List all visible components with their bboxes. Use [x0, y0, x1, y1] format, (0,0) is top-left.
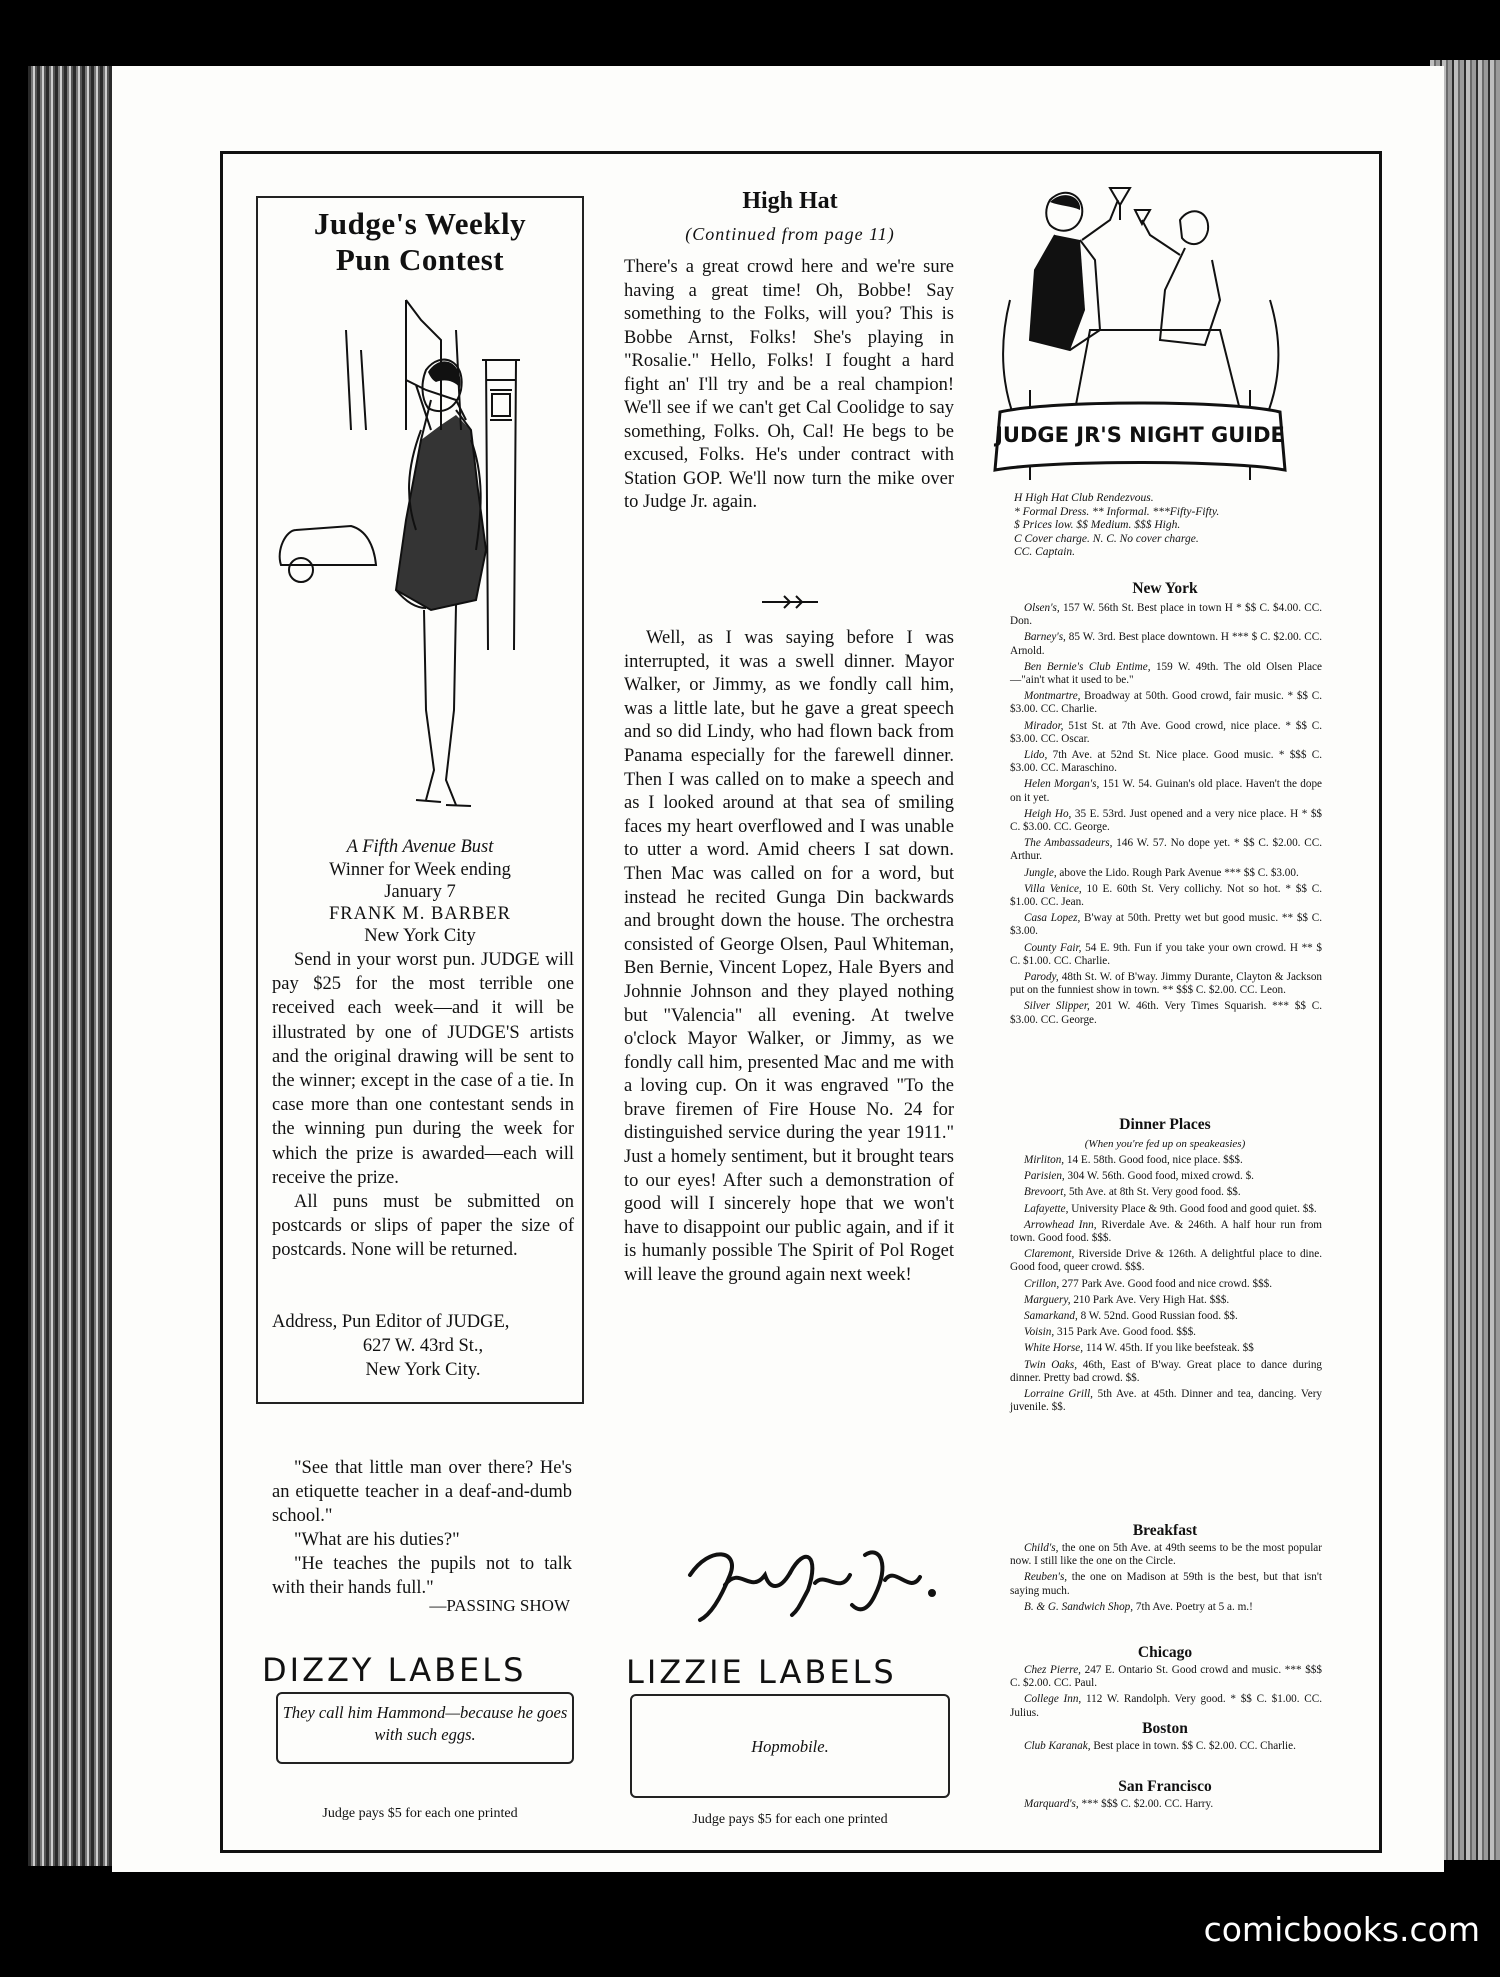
site-watermark: comicbooks.com: [1203, 1910, 1480, 1949]
list-item: Arrowhead Inn, Riverdale Ave. & 246th. A half hour run from town. Good food. $$$.: [1010, 1218, 1323, 1245]
joke-line-3: "He teaches the pupils not to talk with their hands full.": [272, 1554, 572, 1598]
night-guide-illustration: [990, 180, 1290, 490]
winner-city: New York City: [364, 926, 476, 946]
list-item: Samarkand, 8 W. 52nd. Good Russian food. $$.: [1024, 1310, 1238, 1323]
book-spine-edge: [28, 66, 118, 1866]
continued-note: (Continued from page 11): [685, 224, 895, 244]
joke-line-1: "See that little man over there? He's an etiquette teacher in a deaf-and-dumb school.": [272, 1458, 572, 1526]
list-item: Montmartre, Broadway at 50th. Good crowd, fair music. * $$ C. $3.00. CC. Charlie.: [1010, 690, 1322, 716]
list-item: County Fair, 54 E. 9th. Fun if you take your own crowd. H ** $ C. $1.00. CC. Charlie.: [1010, 941, 1323, 967]
new-york-list: [1010, 602, 1322, 1030]
pun-title-line-1: Judge's Weekly: [313, 206, 527, 241]
list-item: Chez Pierre, 247 E. Ontario St. Good crowd and music. *** $$$ C. $2.00. CC. Paul.: [1010, 1664, 1322, 1690]
list-item: Ben Bernie's Club Entime, 159 W. 49th. The old Olsen Place—"ain't what it used to be.": [1010, 660, 1322, 687]
san-francisco-list: [1010, 1798, 1322, 1814]
lizzie-labels-title: LIZZIE LABELS: [626, 1653, 897, 1691]
pun-contest-rules: [272, 948, 574, 1263]
list-item: Claremont, Riverside Drive & 126th. A delightful place to dine. Good food, queer crowd. $$$.: [1010, 1248, 1322, 1274]
list-item: Child's, the one on 5th Ave. at 49th seems to be the most popular now. I still like the one on the Circle.: [1010, 1542, 1322, 1568]
lizzie-labels-payment: Judge pays $5 for each one printed: [692, 1812, 888, 1827]
san-francisco-heading: San Francisco: [1118, 1778, 1212, 1795]
list-item: White Horse, 114 W. 45th. If you like beefsteak. $$: [1024, 1342, 1254, 1355]
dinner-places-list: [1010, 1154, 1322, 1417]
legend-line-4: C Cover charge. N. C. No cover charge.: [1014, 532, 1199, 545]
dizzy-labels-payment: Judge pays $5 for each one printed: [322, 1806, 518, 1821]
breakfast-heading: Breakfast: [1132, 1522, 1198, 1539]
dizzy-labels-text: They call him Hammond—because he goes with such eggs.: [282, 1703, 568, 1744]
list-item: The Ambassadeurs, 146 W. 57. No dope yet. * $$ C. $2.00. CC. Arthur.: [1010, 837, 1323, 863]
night-guide-banner: JUDGE JR'S NIGHT GUIDE: [995, 423, 1285, 447]
address-line-1: Address, Pun Editor of JUDGE,: [272, 1312, 510, 1332]
chicago-list: [1010, 1664, 1322, 1723]
list-item: Mirliton, 14 E. 58th. Good food, nice place. $$$.: [1024, 1154, 1243, 1166]
list-item: Crillon, 277 Park Ave. Good food and nice crowd. $$$.: [1024, 1277, 1273, 1290]
list-item: Helen Morgan's, 151 W. 54. Guinan's old place. Haven't the dope on it yet.: [1010, 778, 1323, 804]
pun-contest-title: [256, 206, 584, 278]
new-york-heading: New York: [1132, 580, 1198, 597]
list-item: Casa Lopez, B'way at 50th. Pretty wet but good music. ** $$ C. $3.00.: [1010, 912, 1323, 938]
joke-line-2: "What are his duties?": [294, 1530, 460, 1550]
list-item: Mirador, 51st St. at 7th Ave. Good crowd, nice place. * $$ C. $3.00. CC. Oscar.: [1010, 719, 1322, 745]
passing-show-joke: [272, 1456, 572, 1600]
list-item: Reuben's, the one on Madison at 59th is the best, but that isn't saying much.: [1010, 1571, 1323, 1597]
list-item: Lorraine Grill, 5th Ave. at 45th. Dinner and tea, dancing. Very juvenile. $$.: [1010, 1388, 1323, 1414]
list-item: Voisin, 315 Park Ave. Good food. $$$.: [1024, 1326, 1196, 1339]
dinner-places-heading: Dinner Places: [1119, 1116, 1211, 1133]
high-hat-title: High Hat: [742, 188, 838, 214]
dizzy-labels-title: DIZZY LABELS: [262, 1651, 527, 1689]
list-item: Olsen's, 157 W. 56th St. Best place in town H * $$ C. $4.00. CC. Don.: [1010, 602, 1322, 628]
pun-title-line-2: Pun Contest: [335, 242, 505, 277]
list-item: College Inn, 112 W. Randolph. Very good. * $$ C. $1.00. CC. Julius.: [1010, 1693, 1322, 1719]
list-item: B. & G. Sandwich Shop, 7th Ave. Poetry at 5 a. m.!: [1024, 1600, 1253, 1613]
winner-date: January 7: [384, 882, 456, 902]
judge-jr-signature: [680, 1535, 940, 1625]
boston-list: [1010, 1740, 1322, 1756]
legend-line-2: * Formal Dress. ** Informal. ***Fifty-Fifty.: [1014, 505, 1220, 518]
list-item: Twin Oaks, 46th, East of B'way. Great place to dance during dinner. Pretty bad crowd. $$.: [1010, 1358, 1323, 1384]
high-hat-paragraph-1: [624, 256, 954, 515]
legend-line-5: CC. Captain.: [1014, 546, 1076, 558]
cartoon-caption: A Fifth Avenue Bust: [346, 837, 494, 857]
dinner-places-subheading: (When you're fed up on speakeasies): [1084, 1138, 1246, 1150]
winner-name: FRANK M. BARBER: [328, 904, 512, 924]
signature-text: Judge Jr.: [680, 1535, 684, 1536]
lizzie-labels-text: Hopmobile.: [751, 1737, 829, 1756]
list-item: Brevoort, 5th Ave. at 8th St. Very good food. $$.: [1024, 1186, 1241, 1199]
joke-source: —PASSING SHOW: [429, 1596, 570, 1615]
list-item: Marguery, 210 Park Ave. Very High Hat. $$$.: [1024, 1293, 1230, 1306]
breakfast-list: [1010, 1542, 1322, 1617]
paragraph-2-text: Well, as I was saying before I was interrupted, it was a swell dinner. Mayor Walker, or Jimmy, as we fondly call him, was a little late, but he gave a great speech and so did Lindy, who had flown back from Panama especially for the farewell dinner. Then I was called on to make a speech and as I looked around at that sea of smiling faces my heart overflowed and I was unable to utter a word. Amid cheers I sat down. Then Mac was called on for a word, but instead he recited Gunga Din backwards and brought down the house. The orchestra consisted of George Olsen, Paul Whiteman, Ben Bernie, Vincent Lopez, Hale Byers and Johnnie Johnson and they played nothing but "Valencia" all evening. At twelve o'clock Mayor Walker, or Jimmy, as we fondly call him, presented Mac and me with a loving cup. On it was engraved "To the brave firemen of Fire House No. 24 for distinguished service during the year 1911." Just a homely sentiment, but it brought tears to our eyes! After such a demonstration of good will I sincerely hope that we won't have to disappoint our public again, and if it is humanly possible The Spirit of Pol Roget will leave the ground again next week!: [624, 628, 954, 1286]
list-item: Club Karanak, Best place in town. $$ C. $2.00. CC. Charlie.: [1024, 1740, 1296, 1752]
high-hat-paragraph-2: [624, 627, 954, 1288]
legend-line-1: H High Hat Club Rendezvous.: [1014, 492, 1154, 504]
boston-heading: Boston: [1142, 1720, 1188, 1737]
address-line-3: New York City.: [365, 1360, 481, 1380]
list-item: Heigh Ho, 35 E. 53rd. Just opened and a very nice place. H * $$ C. $3.00. CC. George.: [1010, 807, 1323, 834]
rules-paragraph-2: All puns must be submitted on postcards or slips of paper the size of postcards. None will be returned.: [272, 1192, 574, 1261]
legend-line-3: $ Prices low. $$ Medium. $$$ High.: [1014, 519, 1181, 531]
list-item: Lido, 7th Ave. at 52nd St. Nice place. Good music. * $$$ C. $3.00. CC. Maraschino.: [1010, 749, 1323, 775]
address-line-2: 627 W. 43rd St.,: [362, 1336, 484, 1356]
list-item: Barney's, 85 W. 3rd. Best place downtown. H *** $ C. $2.00. CC. Arnold.: [1010, 631, 1322, 657]
list-item: Jungle, above the Lido. Rough Park Avenue *** $$ C. $3.00.: [1024, 866, 1299, 879]
chicago-heading: Chicago: [1137, 1644, 1193, 1661]
list-item: Villa Venice, 10 E. 60th St. Very collichy. Not so hot. * $$ C. $1.00. CC. Jean.: [1010, 882, 1322, 909]
list-item: Parisien, 304 W. 56th. Good food, mixed crowd. $.: [1024, 1170, 1254, 1183]
list-item: Lafayette, University Place & 9th. Good food and good quiet. $$.: [1024, 1202, 1317, 1215]
rules-paragraph-1: Send in your worst pun. JUDGE will pay $25 for the most terrible one received each week—and it will be illustrated by one of JUDGE'S artists and the original drawing will be sent to the winner; except in the case of a tie. In case more than one contestant sends in the winning pun during the week for which the prize is awarded—each will receive the prize.: [272, 950, 574, 1188]
winner-line-1: Winner for Week ending: [329, 860, 511, 880]
fifth-avenue-bust-illustration: [256, 290, 584, 830]
list-item: Silver Slipper, 201 W. 46th. Very Times Squarish. *** $$ C. $3.00. CC. George.: [1010, 1000, 1322, 1026]
list-item: Marquard's, *** $$$ C. $2.00. CC. Harry.: [1024, 1798, 1214, 1810]
night-guide-legend: [1014, 492, 1314, 560]
paragraph-1-text: There's a great crowd here and we're sure having a great time! Oh, Bobbe! Say something to the Folks, will you? This is Bobbe Arnst, Folks! She's playing in "Rosalie." Hello, Folks! I fought a hard fight an' I'll try and be a real champion! We'll see if we can't get Cal Coolidge to say something, Folks. Oh, Cal! He begs to be excused, Folks. He's under contract with Station GOP. We'll now turn the mike over to Judge Jr. again.: [624, 257, 954, 512]
list-item: Parody, 48th St. W. of B'way. Jimmy Durante, Clayton & Jackson put on the funniest show in town. ** $$$ C. $2.00. CC. Leon.: [1010, 971, 1323, 997]
divider-ornament-icon: [760, 592, 820, 612]
